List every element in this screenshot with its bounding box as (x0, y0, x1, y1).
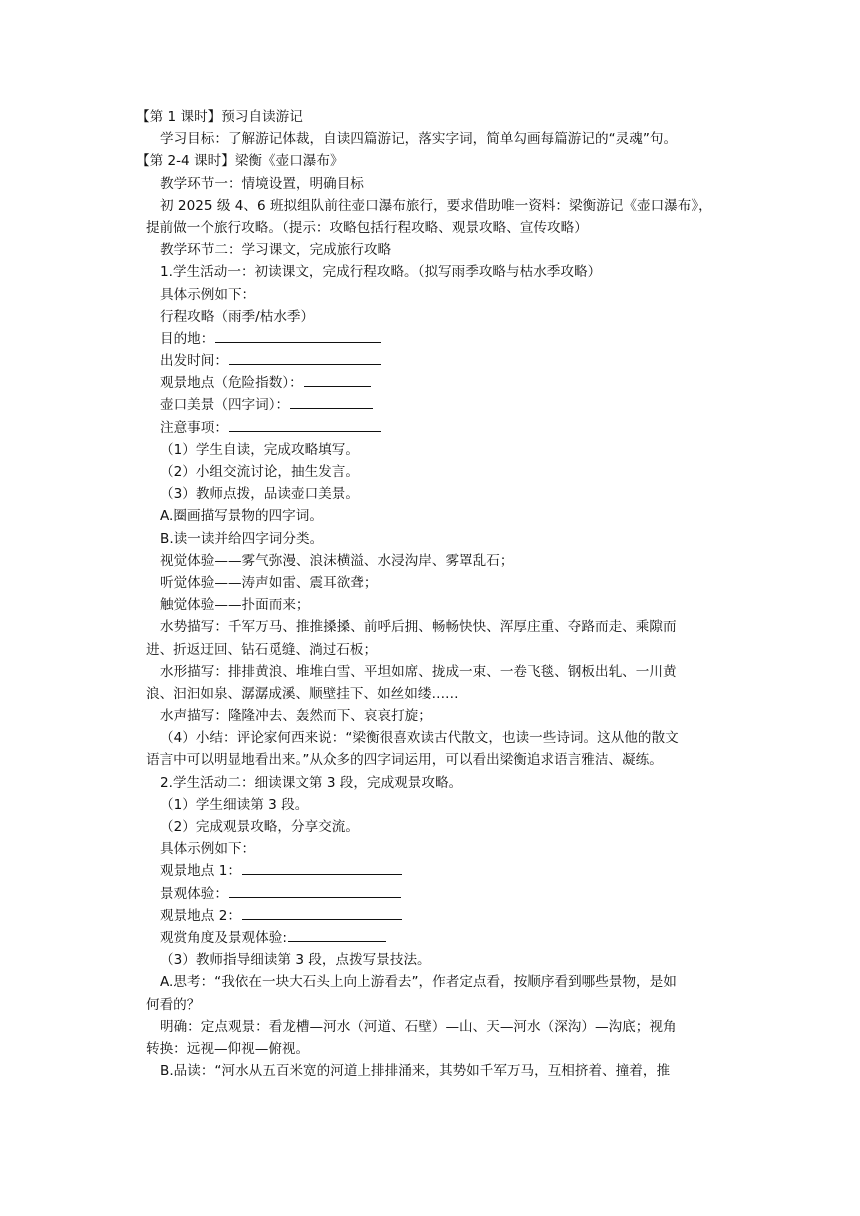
learning-goal: 学习目标：了解游记体裁，自读四篇游记，落实字词，简单勾画每篇游记的“灵魂”句。 (160, 131, 678, 148)
form-row (160, 372, 740, 394)
form-label: 景观体验： (160, 885, 228, 902)
paragraph-line: A.思考：“我依在一块大石头上向上游看去”，作者定点看，按顺序看到哪些景物，是如 (160, 974, 677, 991)
form-row (160, 927, 740, 949)
paragraph-line: 转换：远视—仰视—俯视。 (146, 1040, 310, 1057)
paragraph-line: 明确：定点观景：看龙槽—河水（河道、石壁）—山、天—河水（深沟）—沟底；视角 (160, 1018, 677, 1035)
paragraph-line: 水势描写：千军万马、推推搡搡、前呼后拥、畅畅快快、浑厚庄重、夺路而走、乘隙而 (160, 619, 677, 636)
list-item: （1）学生自读，完成攻略填写。 (160, 441, 359, 458)
fill-blank (229, 417, 381, 432)
form-label: 壶口美景（四字词）： (160, 397, 290, 414)
list-item: B.读一读并给四字词分类。 (160, 530, 324, 547)
form-label: 出发时间： (160, 353, 228, 370)
document-body (136, 106, 740, 1082)
lesson-2-4-heading: 【第 2-4 课时】梁衡《壶口瀑布》 (136, 153, 344, 170)
fill-blank (229, 350, 381, 365)
activity-heading: 2.学生活动二：细读课文第 3 段，完成观景攻略。 (160, 774, 463, 791)
section-heading: 教学环节二：学习课文，完成旅行攻略 (160, 242, 392, 259)
list-item: （3）教师指导细读第 3 段，点拨写景技法。 (160, 952, 431, 969)
form-label: 观景地点（危险指数）： (160, 375, 303, 392)
paragraph-line: 听觉体验——涛声如雷、震耳欲聋； (160, 574, 378, 591)
form-label: 观景地点 2： (160, 907, 241, 924)
list-item: A.圈画描写景物的四字词。 (160, 508, 323, 525)
form-row (160, 328, 740, 350)
paragraph-line: 触觉体验——扑面而来； (160, 597, 310, 614)
fill-blank (290, 394, 373, 409)
paragraph-line: （4）小结：评论家何西来说：“梁衡很喜欢读古代散文，也读一些诗词。这从他的散文 (160, 730, 679, 747)
paragraph-line: 语言中可以明显地看出来。”从众多的四字词运用，可以看出梁衡追求语言雅洁、凝练。 (146, 752, 663, 769)
section-heading: 教学环节一：情境设置，明确目标 (160, 175, 364, 192)
activity-heading: 1.学生活动一：初读课文，完成行程攻略。（拟写雨季攻略与枯水季攻略） (160, 264, 602, 281)
form-label: 目的地： (160, 330, 215, 347)
fill-blank (242, 905, 402, 920)
paragraph-line: 水形描写：排排黄浪、堆堆白雪、平坦如席、拢成一束、一卷飞毯、钢板出轧、一川黄 (160, 663, 677, 680)
fill-blank (288, 927, 386, 942)
list-item: （3）教师点拨，品读壶口美景。 (160, 486, 359, 503)
paragraph-line: 行程攻略（雨季/枯水季） (160, 308, 315, 325)
paragraph-line: 具体示例如下： (160, 286, 256, 303)
form-row (160, 350, 740, 372)
form-row (160, 394, 740, 416)
form-label: 注意事项： (160, 419, 228, 436)
form-label: 观赏角度及景观体验: (160, 929, 287, 946)
form-row (160, 860, 740, 882)
paragraph-line: 进、折返迂回、钻石觅缝、淌过石板； (146, 641, 378, 658)
paragraph-line: 具体示例如下： (160, 841, 256, 858)
fill-blank (304, 372, 371, 387)
paragraph-line: 初 2025 级 4、6 班拟组队前往壶口瀑布旅行，要求借助唯一资料：梁衡游记《壶口瀑布》， (160, 197, 712, 214)
lesson-1-heading: 【第 1 课时】预习自读游记 (136, 109, 303, 125)
fill-blank (242, 860, 402, 875)
list-item: （2）小组交流讨论，抽生发言。 (160, 464, 359, 480)
paragraph-line: 提前做一个旅行攻略。（提示：攻略包括行程攻略、观景攻略、宣传攻略） (146, 219, 588, 236)
form-row (160, 905, 740, 927)
paragraph-line: 视觉体验——雾气弥漫、浪沫横溢、水浸沟岸、雾罩乱石； (160, 552, 514, 569)
paragraph-line: 浪、汩汩如泉、潺潺成溪、顺壁挂下、如丝如缕…… (146, 685, 459, 702)
paragraph-line: 水声描写：隆隆冲去、轰然而下、哀哀打旋； (160, 708, 432, 725)
paragraph-line: B.品读：“河水从五百米宽的河道上排排涌来，其势如千军万马，互相挤着、撞着，推 (160, 1063, 671, 1080)
form-row (160, 883, 740, 905)
paragraph-line: 何看的？ (146, 996, 201, 1013)
form-label: 观景地点 1： (160, 863, 241, 880)
form-row (160, 417, 740, 439)
fill-blank (229, 883, 401, 898)
list-item: （2）完成观景攻略，分享交流。 (160, 819, 359, 835)
fill-blank (215, 328, 381, 343)
list-item: （1）学生细读第 3 段。 (160, 796, 309, 813)
